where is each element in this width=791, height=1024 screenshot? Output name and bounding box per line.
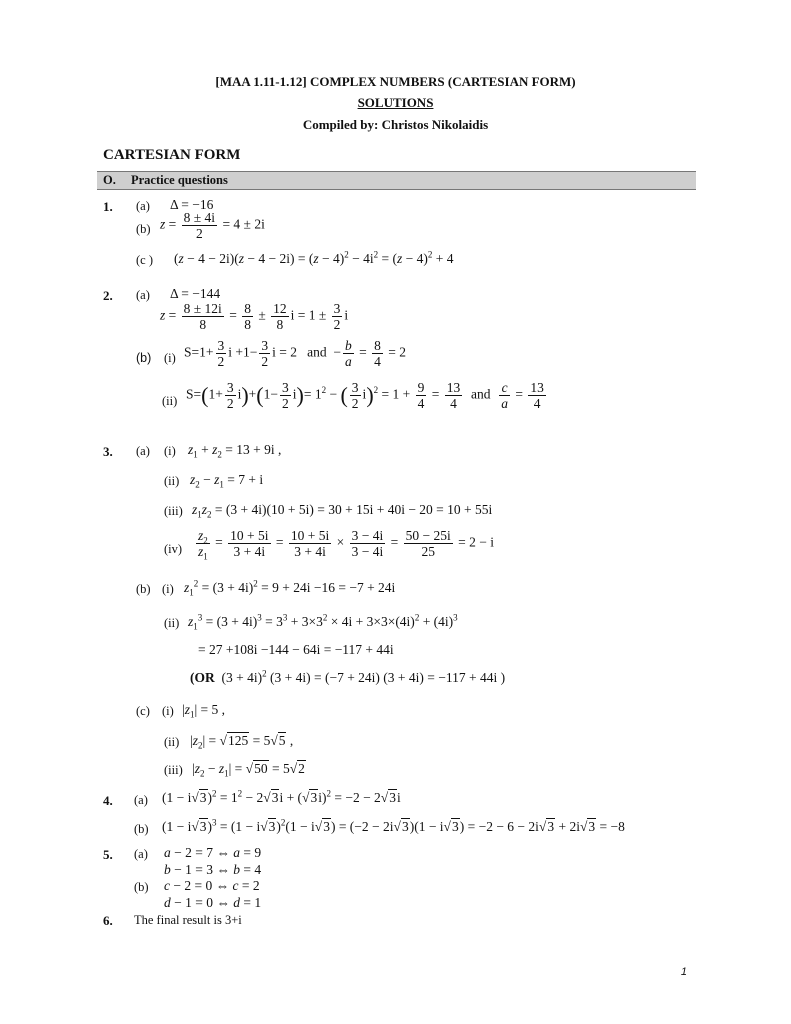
equation: Δ = −144 [170, 286, 221, 301]
document-title: [MAA 1.11-1.12] COMPLEX NUMBERS (CARTESIAN FORM) [215, 74, 576, 89]
section-title: CARTESIAN FORM [103, 147, 241, 163]
part-label: (a) [134, 793, 148, 807]
page-number: 1 [680, 966, 687, 978]
part-label: (a) [136, 444, 150, 458]
equation: $\frac{z_2}{z_1}$ = $\frac{10 + 5i}{3 + 4i}$ = $\frac{10 + 5i}{3 + 4i}$ × $\frac{3 - 4i}{3 - 4i}$ = $\frac{50 - 25i}{25}$ = 2 − i [198, 528, 494, 562]
part-label: (ii) [164, 616, 180, 630]
equation: $z_2 - z_1 = 7 + i$ [190, 472, 264, 490]
part-label: (i) [164, 444, 176, 458]
part-label: (i) [162, 582, 174, 596]
part-label: (ii) [162, 394, 178, 408]
question-number: 3. [103, 444, 113, 459]
equation: $|z_2 - z_1| = √50 = 5√2$ [192, 761, 305, 779]
equation: $(1 - i√3)^3 = (1 - i√3)^2(1 - i√3) = (-2 - 2i√3)(1 - i√3) = -2 - 6 - 2i√3 + 2i√3 = -8$ [162, 817, 625, 834]
question-number: 6. [103, 913, 113, 928]
equation: $(1 - i√3)^2 = 1^2 - 2√3i + (√3i)^2 = -2 - 2√3i$ [162, 788, 401, 805]
part-label: (i) [164, 351, 176, 365]
equation: S=1+ $\frac{3}{2}$ i +1− $\frac{3}{2}$ i = 2 and − $\frac{b}{a}$ = $\frac{8}{4}$ = 2 [184, 338, 406, 369]
or-label: (OR [190, 670, 215, 685]
document-subtitle [0, 95, 791, 111]
part-label: (b) [134, 822, 149, 836]
equation: Δ = −16 [170, 197, 214, 212]
final-result: The final result is 3+i [134, 913, 242, 927]
compiled-by: Compiled by: Christos Nikolaidis [302, 117, 489, 132]
part-label: (b) [136, 222, 151, 236]
part-label: (i) [162, 704, 174, 718]
equation: $z_1^3 = (3 + 4i)^3 = 3^3 + 3\times 3^2 \times 4i + 3\times 3\times(4i)^2 + (4i)^3$ [188, 612, 458, 632]
equation: b − 1 = 3 ⇔ b = 4 [164, 862, 262, 877]
equation: z = $\frac{8 \pm 4i}{2}$ = 4 ± 2i [160, 210, 265, 241]
equation: (OR $(3 + 4i)^2$ (3 + 4i) = (−7 + 24i) (3 + 4i) = −117 + 44i ) [190, 668, 506, 685]
part-label: (iii) [164, 763, 183, 777]
part-label: (ii) [164, 474, 180, 488]
section-bar [97, 171, 696, 190]
equation: z = $\frac{8 \pm 12i}{8}$ = $\frac{8}{8}$ ± $\frac{12}{8}$ i = 1 ± $\frac{3}{2}$ i [160, 301, 349, 332]
question-number: 2. [103, 288, 113, 303]
part-label: (ii) [164, 735, 180, 749]
equation: a − 2 = 7 ⇔ a = 9 [164, 845, 262, 860]
part-label: (iv) [164, 542, 183, 556]
equation: d − 1 = 0 ⇔ d = 1 [164, 895, 262, 910]
equation: = 27 +108i −144 − 64i = −117 + 44i [198, 642, 394, 657]
part-label: (b) [134, 880, 149, 894]
part-label: (b) [136, 582, 151, 596]
question-number: 5. [103, 847, 113, 862]
part-label: (b) [136, 351, 152, 365]
part-label: (c) [136, 704, 150, 718]
part-label: (a) [134, 847, 148, 861]
question-number: 4. [103, 793, 113, 808]
part-label: (a) [136, 288, 150, 302]
equation: $z_1^2 = (3 + 4i)^2 = 9 + 24i -16 = -7 + 24i$ [184, 578, 396, 598]
equation: S=(1+ $\frac{3}{2}$ i)+(1− $\frac{3}{2}$ $i)= 1^2$ − ( $\frac{3}{2}$ i)$^2$ = 1 + $\frac{9}{4}$ = $\frac{13}{4}$ and $\frac{c}{a}$ = $\frac{13}{4}$ [186, 380, 544, 411]
equation: $|z_1| = 5$ , [182, 702, 226, 720]
equation: c − 2 = 0 ⇔ c = 2 [164, 878, 260, 893]
bar-title: Practice questions [131, 173, 228, 187]
question-number: 1. [103, 199, 113, 214]
subtitle-text: SOLUTIONS [357, 95, 434, 110]
bar-code: O. [103, 173, 116, 187]
part-label: (a) [136, 199, 150, 213]
equation: $z_1z_2 = (3 + 4i)(10 + 5i) = 30 + 15i + 40i - 20 = 10 + 55i$ [192, 502, 493, 520]
part-label: (iii) [164, 504, 183, 518]
equation: $(z - 4 - 2i)(z - 4 - 2i) = (z - 4)^2 - 4i^2 = (z - 4)^2 + 4$ [174, 249, 454, 266]
part-label: (c ) [136, 253, 153, 267]
equation: $z_1 + z_2 = 13 + 9i$ , [188, 442, 282, 460]
equation: $|z_2| = √125 = 5√5$ , [190, 733, 294, 751]
